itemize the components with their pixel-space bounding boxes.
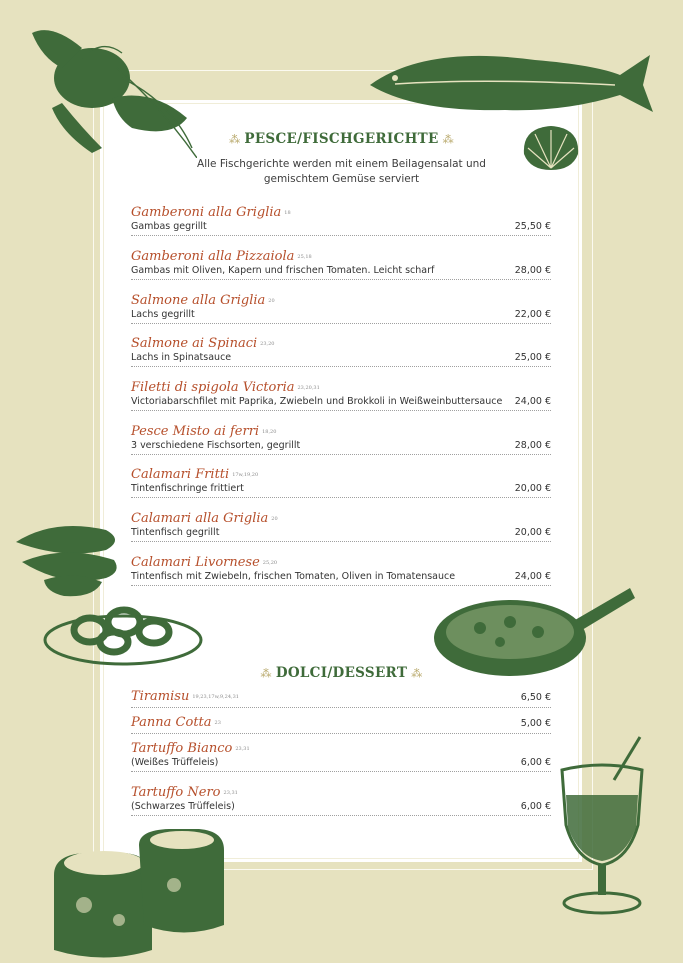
menu-item: Tiramisu 19,23,17w,9,24,31 6,50 € (131, 689, 551, 708)
menu-item: Calamari Fritti 17w,19,20 Tintenfischringe frittiert 20,00 € (131, 467, 551, 498)
menu-item: Panna Cotta 23 5,00 € (131, 715, 551, 734)
menu-item: Tartuffo Nero 23,31 (Schwarzes Trüffeleis) 6,00 € (131, 785, 551, 816)
menu-item: Tartuffo Bianco 23,31 (Weißes Trüffeleis) 6,00 € (131, 741, 551, 772)
left-ornament-icon: ⁂ (229, 133, 241, 146)
menu-item: Calamari alla Griglia 20 Tintenfisch gegrillt 20,00 € (131, 511, 551, 542)
menu-item: Salmone alla Griglia 20 Lachs gegrillt 22,00 € (131, 293, 551, 324)
menu-item: Salmone ai Spinaci 23,20 Lachs in Spinatsauce 25,00 € (131, 336, 551, 367)
fish-section-title: ⁂ PESCE/FISCHGERICHTE ⁂ (0, 131, 683, 147)
menu-item: Pesce Misto ai ferri 18,20 3 verschiedene Fischsorten, gegrillt 28,00 € (131, 424, 551, 455)
wine-glass-icon (552, 735, 652, 920)
calamari-plate-icon (42, 592, 204, 670)
right-ornament-icon: ⁂ (411, 667, 423, 680)
menu-item: Gamberoni alla Griglia 18 Gambas gegrillt 25,50 € (131, 205, 551, 236)
right-ornament-icon: ⁂ (442, 133, 454, 146)
menu-item: Filetti di spigola Victoria 23,20,31 Victoriabarschfilet mit Paprika, Zwiebeln und Brokkoli in Weißweinbuttersauce 24,00 € (131, 380, 551, 411)
left-ornament-icon: ⁂ (260, 667, 272, 680)
jars-icon (44, 825, 234, 963)
fish-section-subtitle: Alle Fischgerichte werden mit einem Beilagensalat und gemischtem Gemüse serviert (197, 158, 486, 185)
menu-item: Gamberoni alla Pizzaiola 25,18 Gambas mit Oliven, Kapern und frischen Tomaten. Leicht scharf 28,00 € (131, 249, 551, 280)
menu-item: Calamari Livornese 25,20 Tintenfisch mit Zwiebeln, frischen Tomaten, Oliven in Tomatensauce 24,00 € (131, 555, 551, 586)
fish-icon (365, 40, 655, 125)
mussels-icon (14, 510, 126, 600)
dessert-section-title: ⁂ DOLCI/DESSERT ⁂ (0, 665, 683, 681)
